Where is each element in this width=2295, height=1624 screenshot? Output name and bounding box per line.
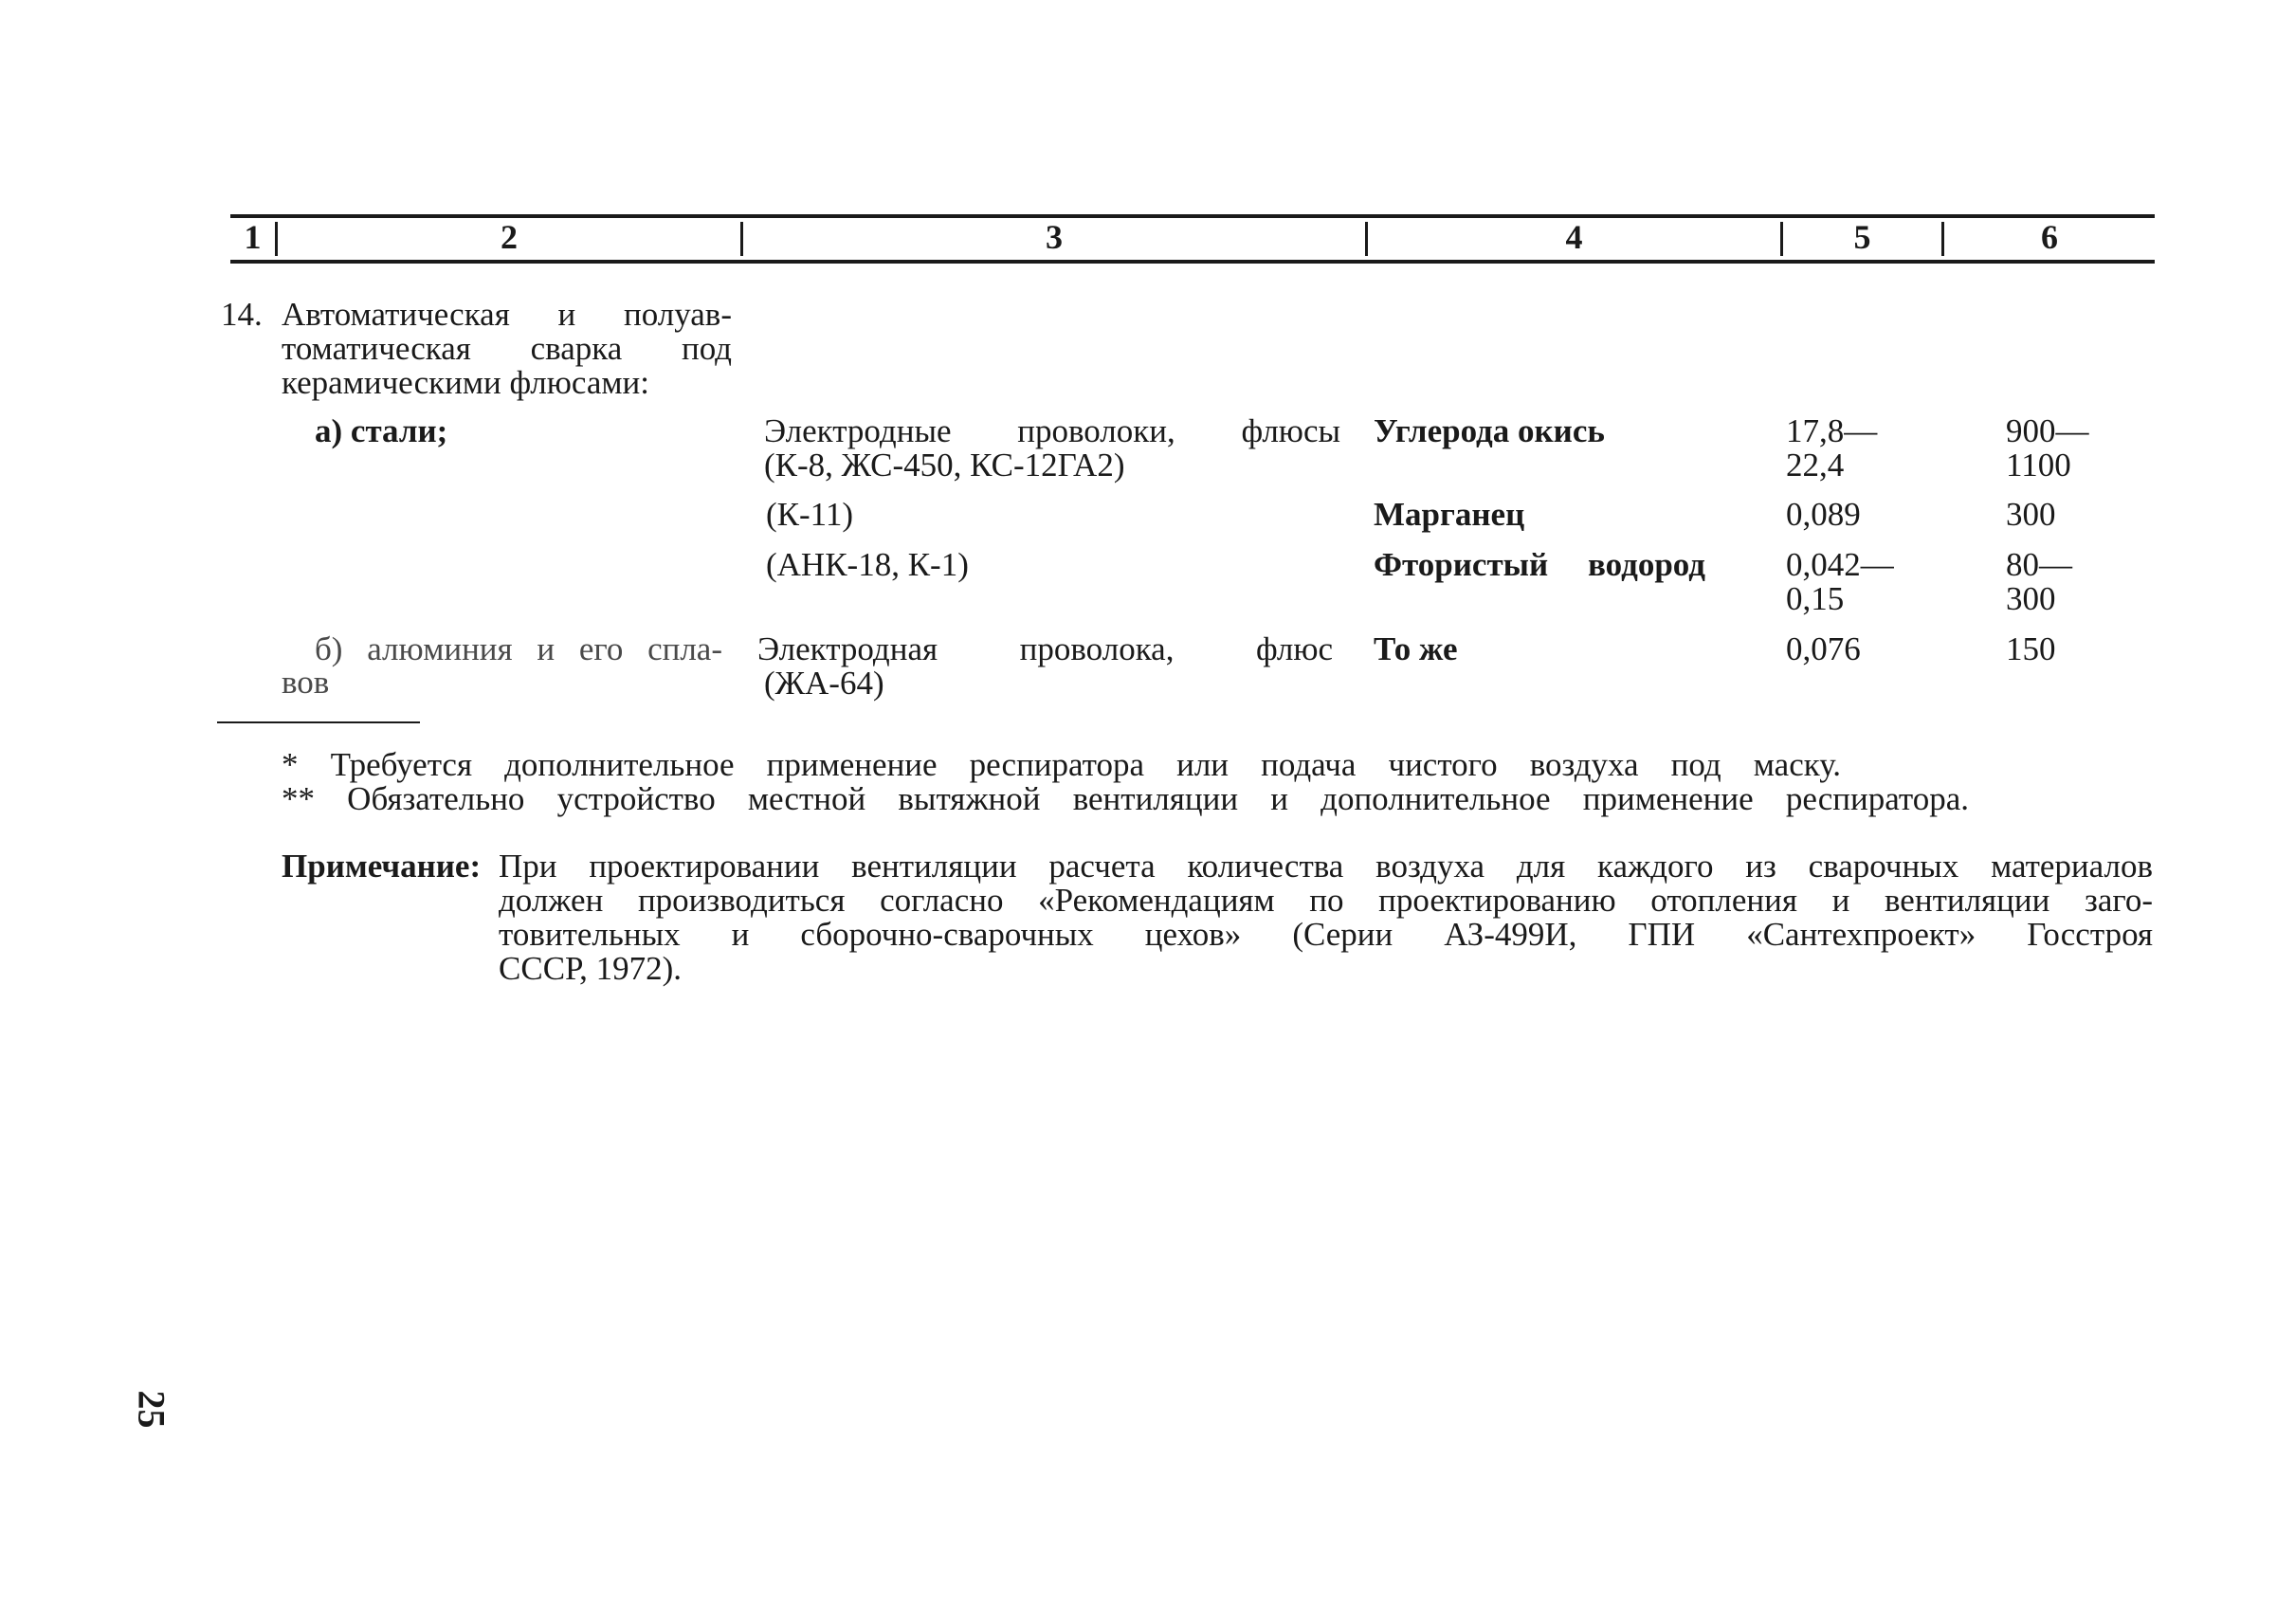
steel-entry-2-materials: (К-11) <box>766 496 854 533</box>
header-col-4: 4 <box>1565 218 1583 256</box>
note-line-4: СССР, 1972). <box>499 950 683 987</box>
footnote-1: * Требуется дополнительное применение респиратора или подача чистого воздуха под маску. <box>282 746 1841 783</box>
footnote-separator <box>217 721 420 723</box>
item-title-line-3: керамическими флюсами: <box>282 364 650 401</box>
footnote-2: ** Обязательно устройство местной вытяжной вентиляции и дополнительное применение респиратора. <box>282 780 1969 817</box>
steel-entry-1-substance: Углерода окись <box>1374 412 1605 449</box>
header-bottom-rule <box>230 260 2155 264</box>
steel-entry-2-substance: Марганец <box>1374 496 1525 533</box>
header-col-6: 6 <box>2041 218 2058 256</box>
item-number: 14. <box>221 296 263 333</box>
steel-entry-3-col6-line-2: 300 <box>2006 580 2056 617</box>
aluminium-entry-col6: 150 <box>2006 630 2056 667</box>
row-aluminium-label-line-2: вов <box>282 664 330 701</box>
steel-entry-3-materials: (АНК-18, К-1) <box>766 546 969 583</box>
steel-entry-1-col6-line-1: 900— <box>2006 412 2089 449</box>
steel-entry-1-col6-line-2: 1100 <box>2006 447 2071 484</box>
item-title-line-1: Автоматическая и полуав- <box>282 296 732 333</box>
row-aluminium-label-line-1: б) алюминия и его спла- <box>315 630 722 667</box>
steel-entry-3-col5-line-1: 0,042— <box>1786 546 1894 583</box>
header-col-3: 3 <box>1046 218 1063 256</box>
note-line-3: товительных и сборочно-сварочных цехов» (Серии АЗ-499И, ГПИ «Сантехпроект» Госстроя <box>499 916 2153 953</box>
header-col-1: 1 <box>244 218 262 256</box>
steel-entry-1-col5-line-1: 17,8— <box>1786 412 1878 449</box>
steel-entry-2-col6: 300 <box>2006 496 2056 533</box>
note-label: Примечание: <box>282 848 482 885</box>
steel-entry-1-col5-line-2: 22,4 <box>1786 447 1845 484</box>
note-line-2: должен производиться согласно «Рекомендациям по проектированию отопления и вентиляции заго- <box>499 882 2153 919</box>
header-col-5: 5 <box>1853 218 1871 256</box>
steel-entry-2-col5: 0,089 <box>1786 496 1861 533</box>
aluminium-entry-col5: 0,076 <box>1786 630 1861 667</box>
page-number: 25 <box>130 1390 173 1429</box>
row-steel-label: а) стали; <box>315 412 448 449</box>
steel-entry-1-materials-line-1: Электродные проволоки, флюсы <box>764 412 1340 449</box>
steel-entry-3-substance: Фтористый водород <box>1374 546 1705 583</box>
aluminium-entry-materials-line-2: (ЖА-64) <box>764 665 884 702</box>
aluminium-entry-substance: То же <box>1374 630 1458 667</box>
aluminium-entry-materials-line-1: Электродная проволока, флюс <box>757 630 1333 667</box>
note-line-1: При проектировании вентиляции расчета количества воздуха для каждого из сварочных материалов <box>499 848 2153 885</box>
header-col-2: 2 <box>501 218 518 256</box>
steel-entry-3-col6-line-1: 80— <box>2006 546 2072 583</box>
steel-entry-3-col5-line-2: 0,15 <box>1786 580 1845 617</box>
item-title-line-2: томатическая сварка под <box>282 330 732 367</box>
steel-entry-1-materials-line-2: (К-8, ЖС-450, КС-12ГА2) <box>764 447 1125 484</box>
